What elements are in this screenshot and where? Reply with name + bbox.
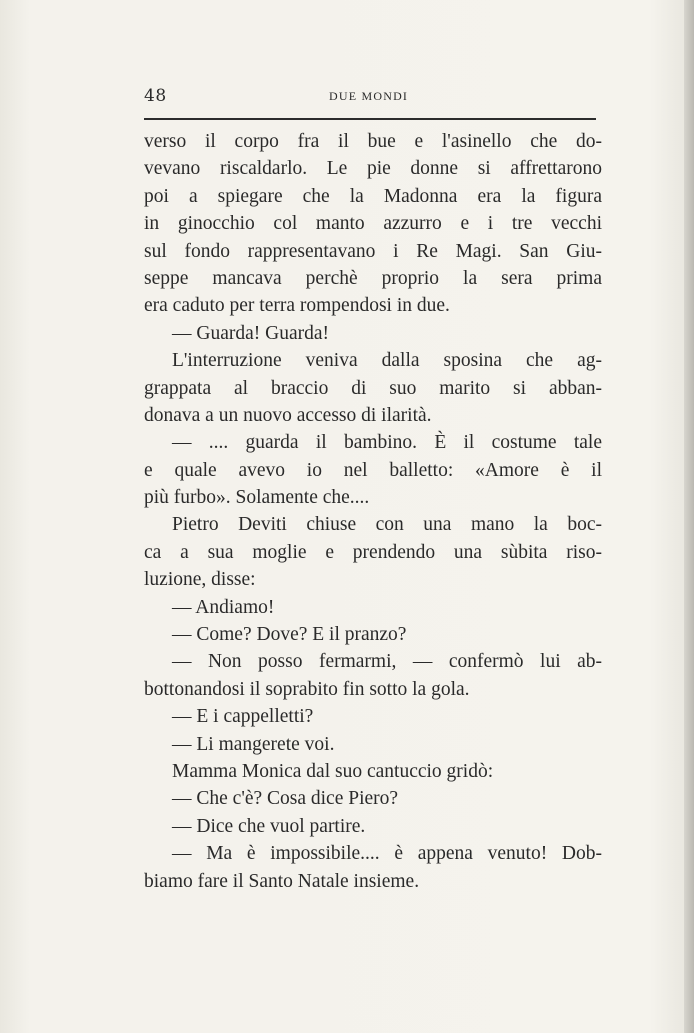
text-line: e quale avevo io nel balletto: «Amore è il [144, 459, 602, 481]
text-line: — Andiamo! [172, 596, 275, 618]
body-text [144, 128, 602, 895]
text-line: più furbo». Solamente che.... [144, 487, 370, 509]
text-line: — Li mangerete voi. [172, 733, 335, 755]
text-line: — E i cappelletti? [172, 706, 314, 728]
running-title: DUE MONDI [329, 89, 409, 103]
text-line: — .... guarda il bambino. È il costume tale [172, 432, 602, 454]
text-line: Mamma Monica dal suo cantuccio gridò: [172, 760, 494, 782]
text-line: — Non posso fermarmi, — confermò lui ab- [172, 651, 602, 673]
text-line: poi a spiegare che la Madonna era la figura [144, 185, 602, 207]
header-rule [144, 118, 596, 120]
text-line: L'interruzione veniva dalla sposina che ag- [172, 350, 602, 372]
page-edge [684, 0, 694, 1033]
text-line: Pietro Deviti chiuse con una mano la boc- [172, 514, 602, 536]
text-line: vevano riscaldarlo. Le pie donne si affrettarono [144, 158, 602, 180]
text-line: — Ma è impossibile.... è appena venuto! Dob- [172, 843, 602, 865]
text-line: grappata al braccio di suo marito si abban- [144, 377, 602, 399]
text-line: luzione, disse: [144, 569, 256, 591]
text-line: — Che c'è? Cosa dice Piero? [172, 788, 399, 810]
page-number: 48 [144, 86, 167, 106]
text-line: donava a un nuovo accesso di ilarità. [144, 404, 432, 426]
text-line: in ginocchio col manto azzurro e i tre vecchi [144, 213, 602, 235]
text-line: — Guarda! Guarda! [172, 322, 330, 344]
text-line: — Come? Dove? E il pranzo? [172, 624, 407, 646]
text-line: biamo fare il Santo Natale insieme. [144, 870, 420, 892]
text-line: — Dice che vuol partire. [172, 815, 366, 837]
text-line: verso il corpo fra il bue e l'asinello che do- [144, 131, 602, 152]
text-line: seppe mancava perchè proprio la sera prima [144, 267, 602, 289]
text-line: bottonandosi il soprabito fin sotto la gola. [144, 678, 470, 700]
page-header [144, 86, 596, 110]
text-line: era caduto per terra rompendosi in due. [144, 295, 450, 317]
text-line: ca a sua moglie e prendendo una sùbita riso- [144, 541, 602, 563]
text-line: sul fondo rappresentavano i Re Magi. San Giu- [144, 240, 602, 262]
